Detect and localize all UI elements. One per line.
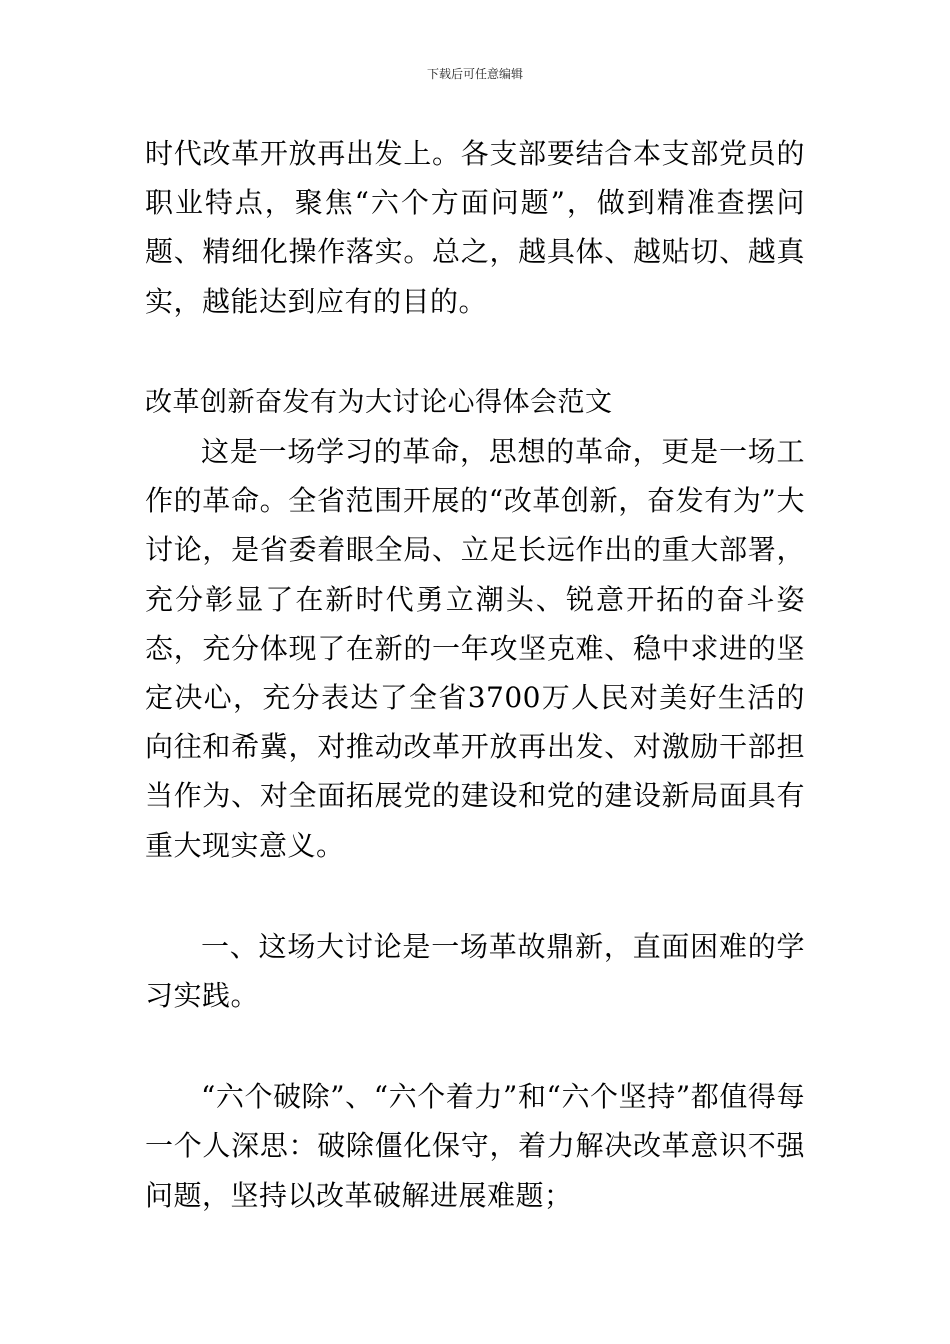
page-header-note: 下载后可任意编辑	[426, 67, 523, 81]
paragraph-intro: 这是一场学习的革命，思想的革命，更是一场工作的革命。全省范围开展的“改革创新，奋发有为”大讨论，是省委着眼全局、立足长远作出的重大部署，充分彰显了在新时代勇立潮头、锐意开拓的奋斗姿态，充分体现了在新的一年攻坚克难、稳中求进的坚定决心，充分表达了全省3700万人民对美好生活的向往和希冀，对推动改革开放再出发、对激励干部担当作为、对全面拓展党的建设和党的建设新局面具有重大现实意义。	[145, 435, 805, 862]
section-title: 改革创新奋发有为大讨论心得体会范文	[145, 386, 613, 418]
paragraph-point-one: 一、这场大讨论是一场革故鼎新，直面困难的学习实践。	[145, 929, 805, 1013]
paragraph-continuation: 时代改革开放再出发上。各支部要结合本支部党员的职业特点，聚焦“六个方面问题”，做到精准查摆问题、精细化操作落实。总之，越具体、越贴切、越真实，越能达到应有的目的。	[145, 137, 805, 318]
document-body	[145, 129, 805, 1220]
paragraph-six-points: “六个破除”、“六个着力”和“六个坚持”都值得每一个人深思：破除僵化保守，着力解决改革意识不强问题，坚持以改革破解进展难题；	[145, 1080, 805, 1212]
